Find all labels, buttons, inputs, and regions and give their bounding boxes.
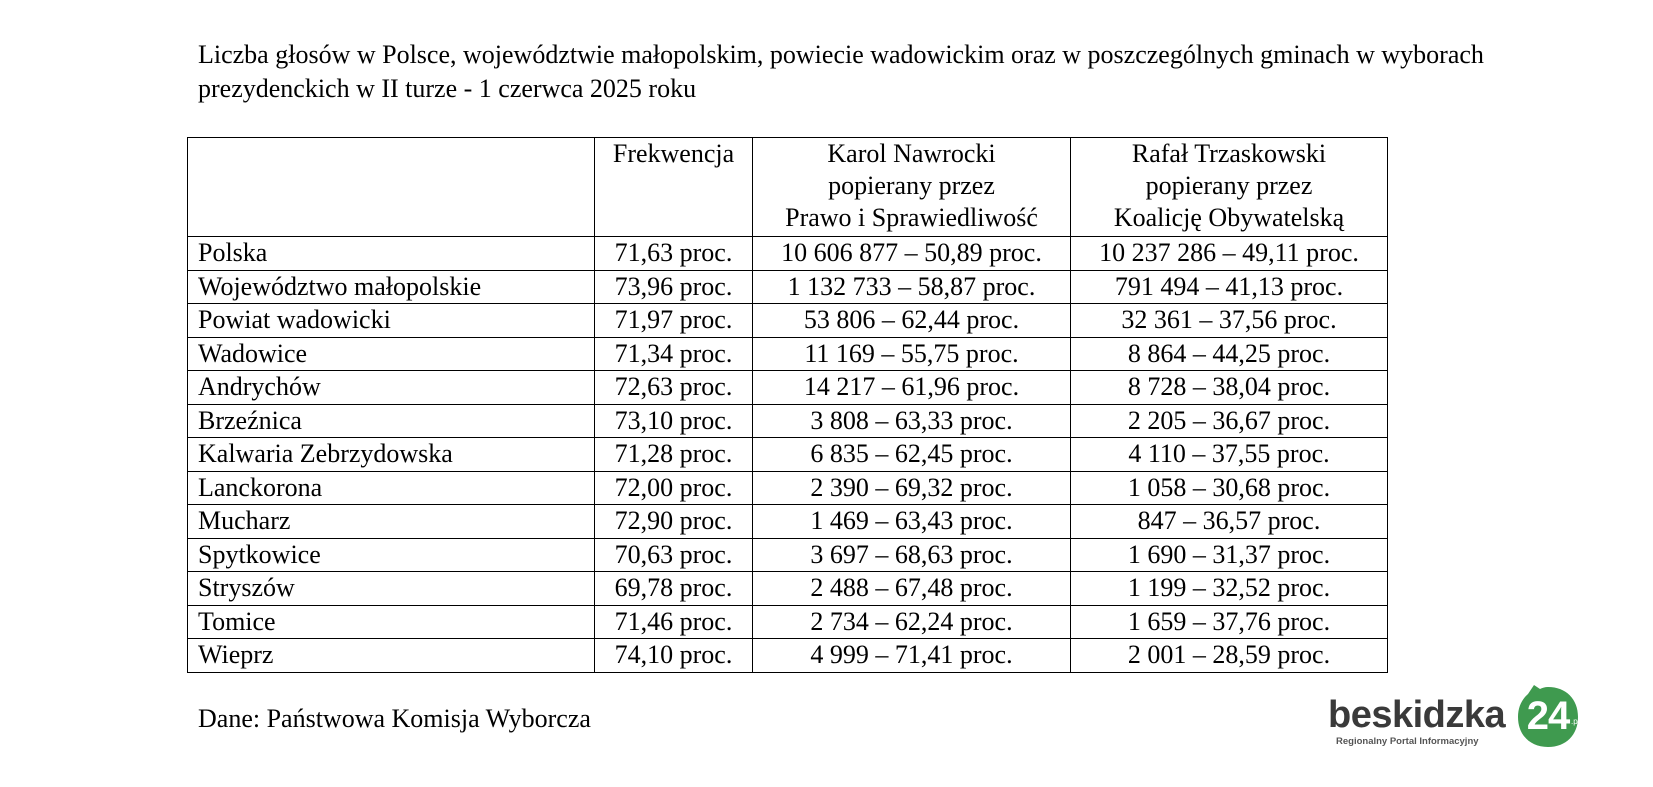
election-results-table — [187, 137, 1388, 673]
header-turnout: Frekwencja — [595, 138, 753, 237]
row-trzaskowski: 1 199 – 32,52 proc. — [1071, 572, 1388, 606]
row-trzaskowski: 847 – 36,57 proc. — [1071, 505, 1388, 539]
row-turnout: 74,10 proc. — [595, 639, 753, 673]
table-row — [188, 538, 1388, 572]
row-turnout: 71,46 proc. — [595, 605, 753, 639]
table-header-row — [188, 138, 1388, 237]
logo-tagline: Regionalny Portal Informacyjny — [1336, 736, 1479, 747]
row-area: Kalwaria Zebrzydowska — [188, 438, 595, 472]
row-nawrocki: 10 606 877 – 50,89 proc. — [753, 237, 1071, 271]
header-trzaskowski-line2: popierany przez — [1145, 171, 1313, 200]
table-row — [188, 505, 1388, 539]
table-row — [188, 270, 1388, 304]
header-area — [188, 138, 595, 237]
table-row — [188, 438, 1388, 472]
row-nawrocki: 2 734 – 62,24 proc. — [753, 605, 1071, 639]
row-area: Spytkowice — [188, 538, 595, 572]
logo-badge-number: 24 — [1526, 694, 1570, 738]
beskidzka24-logo — [1328, 683, 1586, 755]
table-row — [188, 572, 1388, 606]
row-turnout: 69,78 proc. — [595, 572, 753, 606]
row-area: Lanckorona — [188, 471, 595, 505]
row-area: Tomice — [188, 605, 595, 639]
row-turnout: 72,90 proc. — [595, 505, 753, 539]
header-trzaskowski — [1071, 138, 1388, 237]
row-trzaskowski: 2 205 – 36,67 proc. — [1071, 404, 1388, 438]
row-area: Wieprz — [188, 639, 595, 673]
table-row — [188, 471, 1388, 505]
row-trzaskowski: 4 110 – 37,55 proc. — [1071, 438, 1388, 472]
row-trzaskowski: 1 659 – 37,76 proc. — [1071, 605, 1388, 639]
row-turnout: 71,63 proc. — [595, 237, 753, 271]
table-row — [188, 304, 1388, 338]
row-turnout: 71,28 proc. — [595, 438, 753, 472]
row-trzaskowski: 8 728 – 38,04 proc. — [1071, 371, 1388, 405]
row-nawrocki: 4 999 – 71,41 proc. — [753, 639, 1071, 673]
table-row — [188, 237, 1388, 271]
row-area: Województwo małopolskie — [188, 270, 595, 304]
row-turnout: 72,00 proc. — [595, 471, 753, 505]
row-nawrocki: 1 132 733 – 58,87 proc. — [753, 270, 1071, 304]
row-nawrocki: 3 808 – 63,33 proc. — [753, 404, 1071, 438]
document-title: Liczba głosów w Polsce, województwie małopolskim, powiecie wadowickim oraz w poszczególnych gminach w wyborach prezydenckich w II turze - 1 czerwca 2025 roku — [198, 40, 1484, 103]
logo-badge-suffix: .pl — [1571, 717, 1580, 726]
row-nawrocki: 3 697 – 68,63 proc. — [753, 538, 1071, 572]
row-trzaskowski: 1 058 – 30,68 proc. — [1071, 471, 1388, 505]
header-trzaskowski-line3: Koalicję Obywatelską — [1113, 203, 1345, 232]
row-nawrocki: 11 169 – 55,75 proc. — [753, 337, 1071, 371]
row-nawrocki: 2 488 – 67,48 proc. — [753, 572, 1071, 606]
header-nawrocki-line3: Prawo i Sprawiedliwość — [785, 203, 1038, 232]
row-trzaskowski: 10 237 286 – 49,11 proc. — [1071, 237, 1388, 271]
row-area: Andrychów — [188, 371, 595, 405]
row-trzaskowski: 8 864 – 44,25 proc. — [1071, 337, 1388, 371]
row-turnout: 73,10 proc. — [595, 404, 753, 438]
row-nawrocki: 14 217 – 61,96 proc. — [753, 371, 1071, 405]
row-area: Brzeźnica — [188, 404, 595, 438]
data-source-note: Dane: Państwowa Komisja Wyborcza — [198, 704, 591, 733]
row-turnout: 71,97 proc. — [595, 304, 753, 338]
header-trzaskowski-line1: Rafał Trzaskowski — [1131, 139, 1327, 168]
row-turnout: 70,63 proc. — [595, 538, 753, 572]
table-row — [188, 639, 1388, 673]
row-nawrocki: 1 469 – 63,43 proc. — [753, 505, 1071, 539]
table-row — [188, 337, 1388, 371]
table-row — [188, 605, 1388, 639]
row-trzaskowski: 1 690 – 31,37 proc. — [1071, 538, 1388, 572]
row-area: Stryszów — [188, 572, 595, 606]
row-turnout: 73,96 proc. — [595, 270, 753, 304]
row-turnout: 71,34 proc. — [595, 337, 753, 371]
row-nawrocki: 6 835 – 62,45 proc. — [753, 438, 1071, 472]
row-turnout: 72,63 proc. — [595, 371, 753, 405]
row-area: Powiat wadowicki — [188, 304, 595, 338]
header-nawrocki-line1: Karol Nawrocki — [827, 139, 996, 168]
row-nawrocki: 2 390 – 69,32 proc. — [753, 471, 1071, 505]
row-area: Polska — [188, 237, 595, 271]
row-nawrocki: 53 806 – 62,44 proc. — [753, 304, 1071, 338]
header-nawrocki — [753, 138, 1071, 237]
row-area: Wadowice — [188, 337, 595, 371]
row-area: Mucharz — [188, 505, 595, 539]
row-trzaskowski: 791 494 – 41,13 proc. — [1071, 270, 1388, 304]
table-row — [188, 404, 1388, 438]
row-trzaskowski: 2 001 – 28,59 proc. — [1071, 639, 1388, 673]
logo-wordmark: beskidzka — [1328, 694, 1506, 736]
row-trzaskowski: 32 361 – 37,56 proc. — [1071, 304, 1388, 338]
table-row — [188, 371, 1388, 405]
header-nawrocki-line2: popierany przez — [828, 171, 995, 200]
